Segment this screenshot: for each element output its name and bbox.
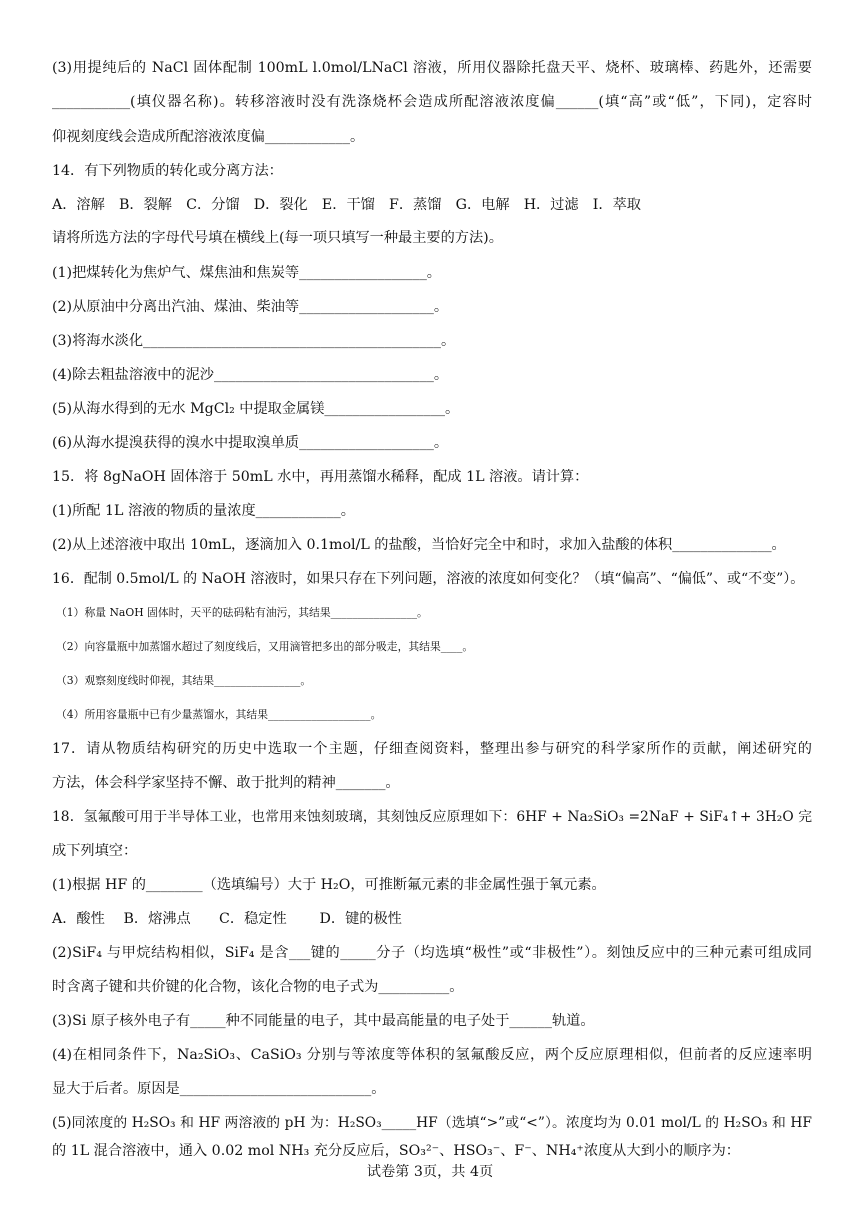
question-14-stem: 14．有下列物质的转化或分离方法：: [52, 163, 283, 179]
text-line: 仰视刻度线会造成所配溶液浓度偏____________。: [52, 129, 365, 145]
text-line: (5)同浓度的 H₂SO₃ 和 HF 两溶液的 pH 为：H₂SO₃_____HF（选填“>”或“<”）。浓度均为 0.01 mol/L 的 H₂SO₃ 和 HF: [52, 1115, 812, 1131]
text-line: (2)SiF₄ 与甲烷结构相似，SiF₄ 是含___键的_____分子（均选填“极性”或“非极性”）。刻蚀反应中的三种元素可组成同: [52, 945, 812, 961]
question-15-stem: 15．将 8gNaOH 固体溶于 50mL 水中，再用蒸馏水稀释，配成 1L 溶液。请计算：: [52, 469, 589, 485]
text-line: （3）观察刻度线时仰视，其结果________________。: [56, 674, 312, 687]
text-line: ___________(填仪器名称)。转移溶液时没有洗涤烧杯会造成所配溶液浓度偏______(填“高”或“低”，下同)，定容时: [52, 94, 812, 110]
text-line: 方法，体会科学家坚持不懈、敢于批判的精神_______。: [52, 775, 400, 791]
options-line: A．酸性 B．熔沸点 C．稳定性 D．键的极性: [52, 911, 402, 927]
text-line: 显大于后者。原因是___________________________。: [52, 1081, 386, 1097]
text-line: (5)从海水得到的无水 MgCl₂ 中提取金属镁_________________。: [52, 401, 460, 417]
text-line: (3)用提纯后的 NaCl 固体配制 100mL l.0mol/LNaCl 溶液，所用仪器除托盘天平、烧杯、玻璃棒、药匙外，还需要: [52, 60, 812, 76]
text-line: 请将所选方法的字母代号填在横线上(每一项只填写一种最主要的方法)。: [52, 230, 503, 246]
text-line: (6)从海水提溴获得的溴水中提取溴单质___________________。: [52, 435, 449, 451]
question-17-stem: 17．请从物质结构研究的历史中选取一个主题，仔细查阅资料，整理出参与研究的科学家所作的贡献，阐述研究的: [52, 741, 812, 757]
text-line: (4)除去粗盐溶液中的泥沙_______________________________。: [52, 367, 449, 383]
text-line: (4)在相同条件下，Na₂SiO₃、CaSiO₃ 分别与等浓度等体积的氢氟酸反应，两个反应原理相似，但前者的反应速率明: [52, 1047, 812, 1063]
text-line: 时含离子键和共价键的化合物，该化合物的电子式为__________。: [52, 979, 464, 995]
text-line: (2)从上述溶液中取出 10mL，逐滴加入 0.1mol/L 的盐酸，当恰好完全中和时，求加入盐酸的体积______________。: [52, 537, 786, 553]
question-18-stem: 18．氢氟酸可用于半导体工业，也常用来蚀刻玻璃，其刻蚀反应原理如下：6HF + Na₂SiO₃ =2NaF + SiF₄↑+ 3H₂O 完: [52, 809, 812, 825]
question-16-stem: 16．配制 0.5mol/L 的 NaOH 溶液时，如果只存在下列问题，溶液的浓度如何变化？（填“偏高”、“偏低”、或“不变”）。: [52, 571, 805, 587]
text-line: 成下列填空：: [52, 843, 138, 859]
text-line: (1)根据 HF 的________（选填编号）大于 H₂O，可推断氟元素的非金属性强于氧元素。: [52, 877, 606, 893]
text-line: （4）所用容量瓶中已有少量蒸馏水，其结果___________________。: [56, 708, 382, 721]
text-line: （1）称量 NaOH 固体时，天平的砝码粘有油污，其结果________________。: [56, 606, 428, 619]
text-line: (3)Si 原子核外电子有_____种不同能量的电子，其中最高能量的电子处于______轨道。: [52, 1013, 595, 1029]
text-line: (1)所配 1L 溶液的物质的量浓度____________。: [52, 503, 355, 519]
text-line: (3)将海水淡化__________________________________________。: [52, 333, 456, 349]
text-line: (2)从原油中分离出汽油、煤油、柴油等___________________。: [52, 299, 449, 315]
text-line: （2）向容量瓶中加蒸馏水超过了刻度线后，又用滴管把多出的部分吸走，其结果____。: [56, 640, 474, 653]
options-line: A．溶解 B．裂解 C．分馏 D．裂化 E．干馏 F．蒸馏 G．电解 H．过滤 I．萃取: [52, 197, 641, 213]
text-line: (1)把煤转化为焦炉气、煤焦油和焦炭等__________________。: [52, 265, 441, 281]
page-footer: 试卷第 3页，共 4页: [366, 1164, 494, 1180]
text-line: 的 1L 混合溶液中，通入 0.02 mol NH₃ 充分反应后，SO₃²⁻、HSO₃⁻、F⁻、NH₄⁺浓度从大到小的顺序为：: [52, 1143, 740, 1159]
